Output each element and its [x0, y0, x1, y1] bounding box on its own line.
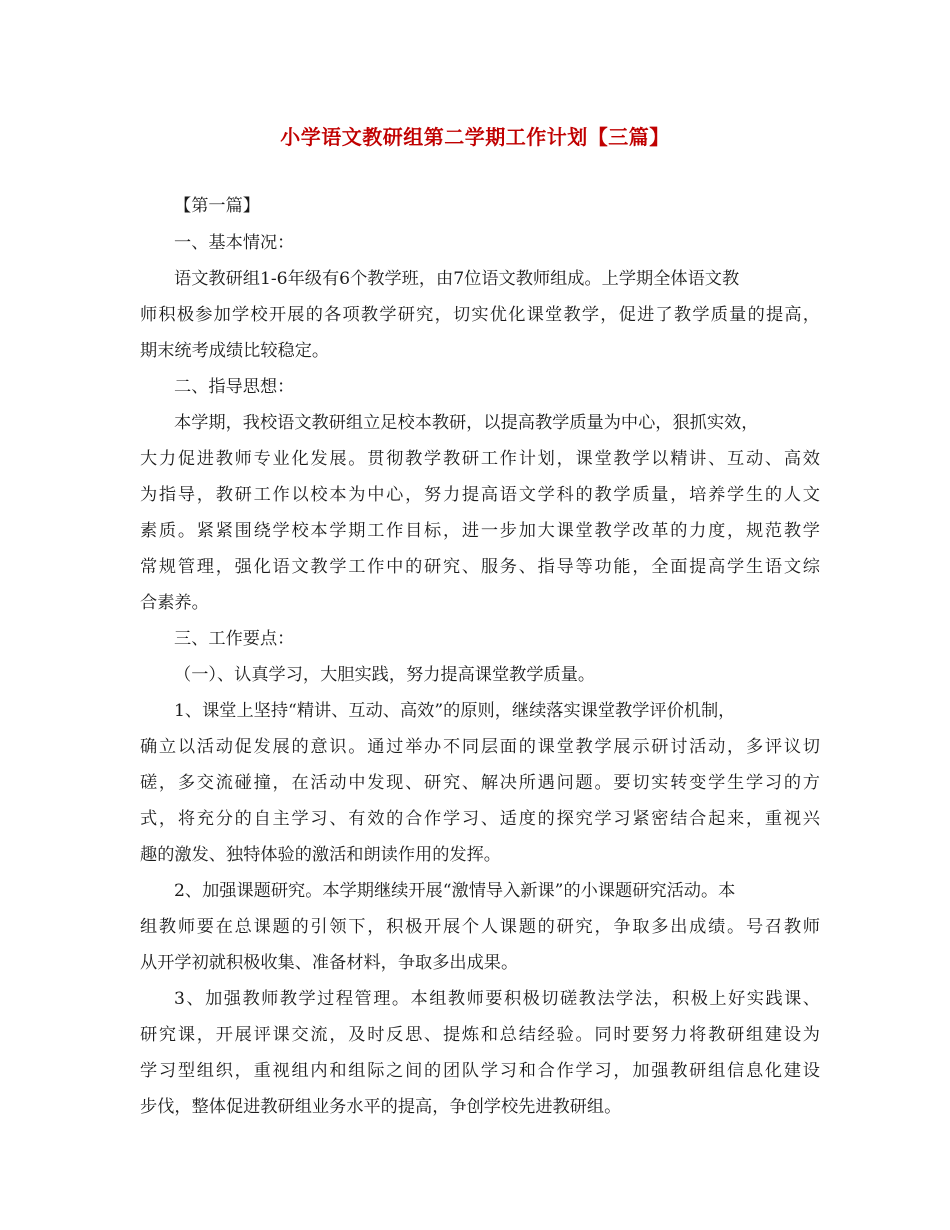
document-title: 小学语文教研组第二学期工作计划【三篇】 [280, 125, 670, 149]
paragraph-line: 组教师要在总课题的引领下，积极开展个人课题的研究，争取多出成绩。号召教师 [140, 917, 820, 937]
paragraph-line: 大力促进教师专业化发展。贯彻教学教研工作计划，课堂教学以精讲、互动、高效 [140, 449, 820, 469]
paragraph-line: 从开学初就积极收集、准备材料，争取多出成果。 [140, 953, 519, 973]
paragraph-line: 1、课堂上坚持“精讲、互动、高效”的原则，继续落实课堂教学评价机制， [174, 701, 736, 721]
paragraph-line: 式，将充分的自主学习、有效的合作学习、适度的探究学习紧密结合起来，重视兴 [140, 809, 820, 829]
subheading-point-1: （一）、认真学习，大胆实践，努力提高课堂教学质量。 [174, 665, 596, 685]
heading-basic-situation: 一、基本情况： [174, 233, 295, 253]
paragraph-line: 合素养。 [140, 593, 209, 613]
paragraph-line: 磋，多交流碰撞，在活动中发现、研究、解决所遇问题。要切实转变学生学习的方 [140, 773, 820, 793]
paragraph-line: 为指导，教研工作以校本为中心，努力提高语文学科的教学质量，培养学生的人文 [140, 485, 820, 505]
paragraph-line: 常规管理，强化语文教学工作中的研究、服务、指导等功能，全面提高学生语文综 [140, 557, 820, 577]
paragraph-line: 趣的激发、独特体验的激活和朗读作用的发挥。 [140, 845, 501, 865]
paragraph-line: 步伐，整体促进教研组业务水平的提高，争创学校先进教研组。 [140, 1097, 622, 1117]
heading-work-points: 三、工作要点： [174, 629, 295, 649]
paragraph-line: 素质。紧紧围绕学校本学期工作目标，进一步加大课堂教学改革的力度，规范教学 [140, 521, 820, 541]
paragraph-line: 研究课，开展评课交流，及时反思、提炼和总结经验。同时要努力将教研组建设为 [140, 1025, 820, 1045]
paragraph-line: 师积极参加学校开展的各项教学研究，切实优化课堂教学，促进了教学质量的提高， [140, 305, 820, 325]
paragraph-line: 本学期，我校语文教研组立足校本教研，以提高教学质量为中心，狠抓实效， [174, 413, 759, 433]
paragraph-line: 2、加强课题研究。本学期继续开展“激情导入新课”的小课题研究活动。本 [174, 881, 736, 901]
paragraph-line: 期末统考成绩比较稳定。 [140, 341, 330, 361]
heading-guiding-thought: 二、指导思想： [174, 377, 295, 397]
paragraph-line: 确立以活动促发展的意识。通过举办不同层面的课堂教学展示研讨活动，多评议切 [140, 737, 820, 757]
paragraph-line: 语文教研组1-6年级有6个教学班，由7位语文教师组成。上学期全体语文教 [174, 269, 740, 289]
paragraph-line: 3、加强教师教学过程管理。本组教师要积极切磋教法学法，积极上好实践课、 [174, 989, 820, 1009]
section-heading: 【第一篇】 [174, 196, 260, 216]
paragraph-line: 学习型组织，重视组内和组际之间的团队学习和合作学习，加强教研组信息化建设 [140, 1061, 820, 1081]
